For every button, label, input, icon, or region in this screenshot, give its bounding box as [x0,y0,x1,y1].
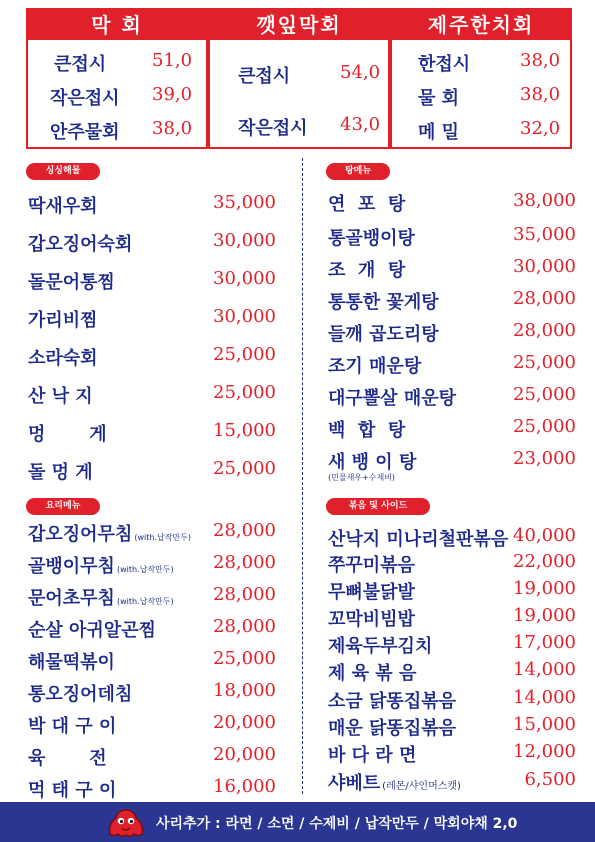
menu-item [328,320,576,350]
menu-item [28,744,276,774]
item-name [28,520,191,546]
menu-item [328,416,576,446]
item-name: 메 밀 [418,122,460,143]
item-note: (레몬/샤인머스캣) [382,781,461,792]
item-name: 안주물회 [50,122,120,143]
menu-item [328,632,576,662]
item-name: 멍 게 [28,424,107,445]
item-price: 25,000 [513,384,576,405]
item-price: 25,000 [213,648,276,669]
item-price: 28,000 [513,320,576,341]
item-name [28,584,174,610]
item-price: 38,0 [520,50,561,71]
item-name: 작은접시 [50,88,120,109]
section-tag-cooking: 요리메뉴 [26,498,100,515]
item-name: 작은접시 [238,118,308,139]
menu-item [28,552,276,582]
item-name: 큰접시 [54,54,107,75]
price-row [210,114,388,144]
item-price: 51,0 [152,50,193,71]
menu-item [28,268,276,298]
item-name: 육 전 [28,748,107,769]
menu-item [28,344,276,374]
item-price: 25,000 [513,352,576,373]
item-price: 17,000 [513,632,576,653]
item-price: 54,0 [340,62,381,83]
item-price: 18,000 [213,680,276,701]
menu-item [328,352,576,382]
item-name-text: 골뱅이무침 [28,556,115,577]
item-name [28,552,174,578]
item-name: 바 다 라 면 [328,745,417,766]
item-price: 38,0 [520,84,561,105]
price-row [392,84,570,114]
item-price: 16,000 [213,776,276,797]
section-tag-seafood: 싱싱해물 [26,163,100,180]
menu-item [328,687,576,717]
item-note: (with.납작만두) [116,565,174,574]
item-price: 38,000 [513,190,576,211]
item-name [328,769,461,795]
item-name: 통골뱅이탕 [328,228,415,249]
item-price: 12,000 [513,741,576,762]
item-price: 25,000 [513,416,576,437]
item-name: 매운 닭똥집볶음 [328,718,456,739]
section-tag-stirfry-side: 볶음 및 사이드 [326,498,430,515]
item-price: 6,500 [524,769,576,790]
menu-item [328,659,576,689]
item-price: 28,000 [213,552,276,573]
item-name: 통통한 꽃게탕 [328,292,439,313]
item-name: 산낙지 미나리철판볶음 [328,529,509,550]
menu-item [328,256,576,286]
item-name: 돌문어통찜 [28,272,115,293]
price-row [392,50,570,80]
item-price: 20,000 [213,744,276,765]
box-title: 깻잎막회 [210,10,388,40]
item-price: 35,000 [513,224,576,245]
item-name: 먹 태 구 이 [28,780,117,801]
item-price: 19,000 [513,605,576,626]
item-name: 조기 매운탕 [328,356,422,377]
item-name: 순살 아귀알곤찜 [28,620,156,641]
item-price: 39,0 [152,84,193,105]
item-price: 35,000 [213,192,276,213]
item-name: 쭈꾸미볶음 [328,555,415,576]
item-name: 대구뽈살 매운탕 [328,388,456,409]
red-octopus-mascot-icon [104,806,148,842]
item-name: 새 뱅 이 탕 [328,452,417,473]
menu-item [28,192,276,222]
item-name-text: 문어초무침 [28,588,115,609]
menu-item [328,384,576,414]
menu-item [328,741,576,771]
price-row [210,62,388,92]
item-price: 28,000 [213,520,276,541]
menu-item [328,448,576,482]
item-price: 30,000 [213,306,276,327]
menu-item [328,714,576,744]
menu-item [28,382,276,412]
item-name: 제육두부김치 [328,636,433,657]
item-name: 소라숙회 [28,348,98,369]
item-subnote: (민물새우+수제비) [328,473,396,482]
item-name: 소금 닭똥집볶음 [328,691,456,712]
price-row [28,50,206,80]
item-price: 30,000 [213,230,276,251]
menu-item [28,648,276,678]
item-price: 14,000 [513,659,576,680]
item-name: 제 육 볶 음 [328,663,417,684]
item-name: 통오징어데침 [28,684,133,705]
footer-extra-noodles: 사리추가 : 라면 / 소면 / 수제비 / 납작만두 / 막회야채 2,0 [156,816,518,832]
item-price: 40,000 [513,525,576,546]
item-price: 22,000 [513,551,576,572]
menu-item [28,712,276,742]
item-price: 32,0 [520,118,561,139]
menu-item [328,288,576,318]
item-name: 물 회 [418,88,460,109]
menu-item [28,420,276,450]
item-price: 43,0 [340,114,381,135]
menu-item [328,190,576,220]
menu-item [328,605,576,635]
item-price: 38,0 [152,118,193,139]
box-makhoe [26,8,208,149]
item-name: 가리비찜 [28,310,98,331]
item-price: 14,000 [513,687,576,708]
item-price: 25,000 [213,344,276,365]
item-name: 큰접시 [238,66,291,87]
item-price: 28,000 [213,616,276,637]
column-divider [302,158,303,794]
box-title: 막 회 [28,10,206,40]
menu-item [28,306,276,336]
item-price: 28,000 [213,584,276,605]
price-row [28,118,206,148]
menu-item [28,680,276,710]
menu-item [28,230,276,260]
menu-item [328,551,576,581]
item-price: 20,000 [213,712,276,733]
item-price: 28,000 [513,288,576,309]
item-name-text: 샤베트 [328,773,381,794]
item-name-text: 갑오징어무침 [28,524,133,545]
item-name: 돌 멍 게 [28,462,93,483]
item-name: 들깨 곱도리탕 [328,324,439,345]
menu-item [28,616,276,646]
item-name: 연 포 탕 [328,194,406,215]
item-price: 23,000 [513,448,576,469]
item-price: 30,000 [213,268,276,289]
item-name: 해물떡볶이 [28,652,115,673]
menu-item [28,520,276,550]
box-kkaennip-makhoe [208,8,390,149]
item-price: 15,000 [513,714,576,735]
menu-item [28,584,276,614]
footer-bar [0,802,595,842]
item-name: 박 대 구 이 [28,716,117,737]
item-name: 한접시 [418,54,471,75]
menu-item [328,224,576,254]
item-price: 30,000 [513,256,576,277]
item-note: (with.납작만두) [134,533,191,542]
section-tag-soup: 탕메뉴 [326,163,390,180]
menu-item [28,458,276,488]
box-jeju-hanchi [390,8,572,149]
item-name: 백 합 탕 [328,420,406,441]
item-name: 꼬막비빔밥 [328,609,415,630]
price-row [392,118,570,148]
item-name: 산 낙 지 [28,386,93,407]
item-note: (with.납작만두) [116,597,174,606]
item-name: 딱새우회 [28,196,98,217]
item-price: 25,000 [213,458,276,479]
item-name: 조 개 탕 [328,260,406,281]
menu-item [328,769,576,799]
menu-item [328,578,576,608]
item-name: 갑오징어숙회 [28,234,133,255]
item-price: 25,000 [213,382,276,403]
item-price: 19,000 [513,578,576,599]
item-price: 15,000 [213,420,276,441]
box-title: 제주한치회 [392,10,570,40]
price-row [28,84,206,114]
item-name: 무뼈불닭발 [328,582,415,603]
